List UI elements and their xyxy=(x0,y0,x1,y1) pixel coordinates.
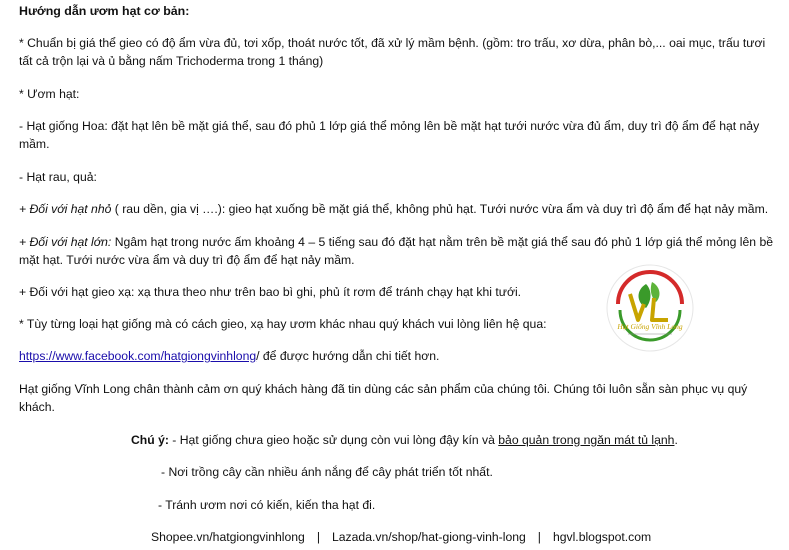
note-paragraph xyxy=(131,432,771,450)
sow-heading: * Ươm hạt: xyxy=(19,87,80,101)
broadcast-paragraph: + Đối với hạt gieo xạ: xạ thưa theo như trên bao bì ghi, phủ ít rơm để tránh chạy hạt khi tưới. xyxy=(19,285,522,299)
note-label: Chú ý: xyxy=(131,433,169,447)
small-seed-label: + Đối với hạt nhỏ xyxy=(19,202,112,216)
small-seed-text: ( rau dền, gia vị ….): gieo hạt xuống bề mặt giá thể, không phủ hạt. Tưới nước vừa ẩm và duy trì độ ẩm để hạt nảy mầm. xyxy=(111,202,769,216)
footer-separator: | xyxy=(537,530,541,544)
blog-link[interactable]: hgvl.blogspot.com xyxy=(552,530,652,544)
brand-logo xyxy=(606,264,694,352)
facebook-paragraph xyxy=(19,348,619,366)
note-end: . xyxy=(674,433,678,447)
sun-note: - Nơi trồng cây cần nhiều ánh nắng để cây phát triển tốt nhất. xyxy=(161,465,493,479)
thanks-paragraph: Hạt giống Vĩnh Long chân thành cảm ơn quý khách hàng đã tin dùng các sản phẩm của chúng tôi. Chúng tôi luôn sẵn sàn phục vụ quý khách. xyxy=(19,382,748,414)
large-seed-label: + Đối với hạt lớn: xyxy=(19,235,112,249)
lazada-link[interactable]: Lazada.vn/shop/hat-giong-vinh-long xyxy=(332,530,526,544)
shopee-link[interactable]: Shopee.vn/hatgiongvinhlong xyxy=(151,530,305,544)
ants-note: - Tránh ươm nơi có kiến, kiến tha hạt đi. xyxy=(158,498,376,512)
note-text: - Hạt giống chưa gieo hoặc sử dụng còn vui lòng đậy kín và xyxy=(168,433,499,447)
page-title: Hướng dẫn ươm hạt cơ bản: xyxy=(19,4,190,18)
note-underlined: bảo quản trong ngăn mát tủ lạnh xyxy=(498,433,675,447)
logo-brand-text: Hạt Giống Vĩnh Long xyxy=(617,322,683,331)
facebook-link[interactable]: https://www.facebook.com/hatgiongvinhlong xyxy=(19,349,257,363)
large-seed-text: Ngâm hạt trong nước ấm khoảng 4 – 5 tiếng sau đó đặt hạt nằm trên bề mặt giá thể sau đó phủ 1 lớp giá thể mỏng lên bề mặt hạt. Tưới nước vừa ẩm và duy trì độ ẩm để hạt nảy mầm. xyxy=(19,235,774,267)
facebook-rest: / để được hướng dẫn chi tiết hơn. xyxy=(256,349,440,363)
prep-paragraph: * Chuẩn bị giá thể gieo có độ ẩm vừa đủ, tơi xốp, thoát nước tốt, đã xử lý mầm bệnh. (gồm: tro trấu, xơ dừa, phân bò,... oai mục, trấu tươi tất cả trộn lại và ủ bằng nấm Trichoderma trong 1 tháng) xyxy=(19,36,766,68)
footer-links xyxy=(151,529,789,547)
footer-separator: | xyxy=(316,530,320,544)
brand-logo-graphic xyxy=(606,264,694,352)
veg-heading: - Hạt rau, quả: xyxy=(19,170,97,184)
flower-paragraph: - Hạt giống Hoa: đặt hạt lên bề mặt giá thể, sau đó phủ 1 lớp giá thể mỏng lên bề mặt hạt tưới nước vừa đủ ẩm, duy trì độ ẩm để hạt nảy mầm. xyxy=(19,119,760,151)
contact-paragraph: * Tùy từng loại hạt giống mà có cách gieo, xạ hay ươm khác nhau quý khách vui lòng liên hệ qua: xyxy=(19,317,547,331)
small-seed-paragraph xyxy=(19,201,781,219)
